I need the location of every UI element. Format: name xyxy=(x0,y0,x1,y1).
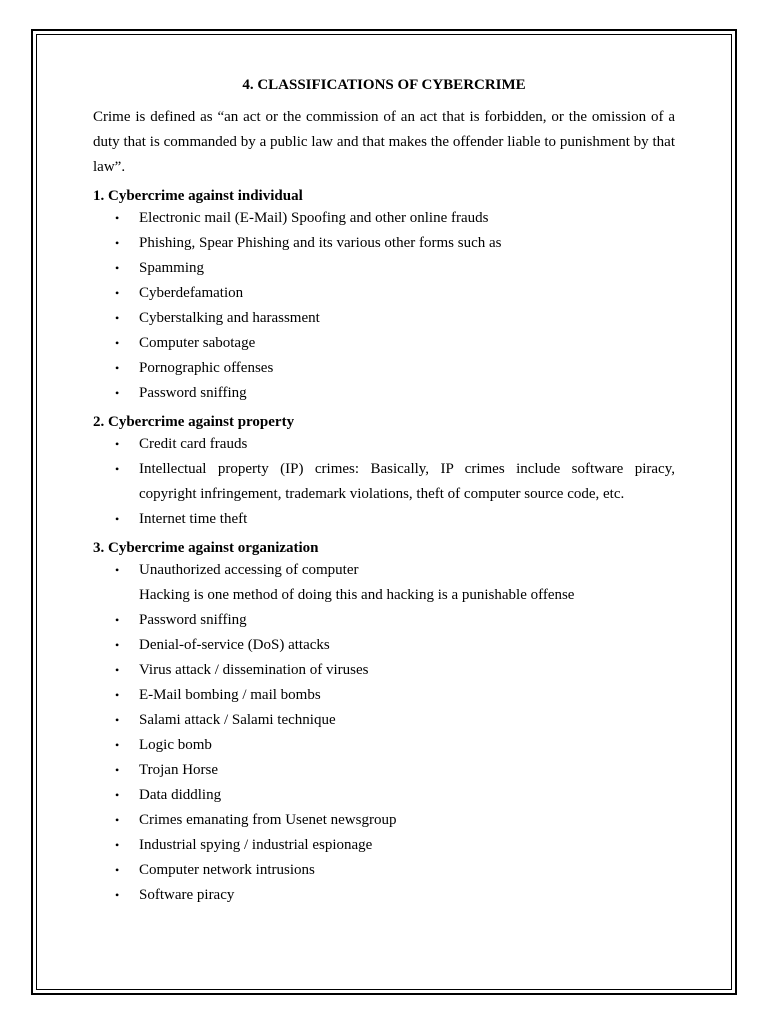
bullet-icon: • xyxy=(115,738,120,752)
bullet-icon: • xyxy=(115,261,120,275)
bullet-icon: • xyxy=(115,813,120,827)
bullet-icon: • xyxy=(115,638,120,652)
list-item: • Data diddling xyxy=(93,783,675,808)
list-item: • Virus attack / dissemination of viruses xyxy=(93,658,675,683)
bullet-icon: • xyxy=(115,386,120,400)
bullet-icon: • xyxy=(115,361,120,375)
list-item: • Pornographic offenses xyxy=(93,356,675,381)
list-item: • Intellectual property (IP) crimes: Basically, IP crimes include software piracy, copyright infringement, trademark violations, theft of computer source code, etc. xyxy=(93,457,675,507)
bullet-icon: • xyxy=(115,863,120,877)
bullet-icon: • xyxy=(115,763,120,777)
list-item: • Electronic mail (E-Mail) Spoofing and other online frauds xyxy=(93,206,675,231)
bullet-icon: • xyxy=(115,663,120,677)
list-item: • Industrial spying / industrial espionage xyxy=(93,833,675,858)
bullet-icon: • xyxy=(115,286,120,300)
list-item: • Unauthorized accessing of computer Hacking is one method of doing this and hacking is a punishable offense xyxy=(93,558,675,608)
list-item: • Internet time theft xyxy=(93,507,675,532)
bullet-icon: • xyxy=(115,563,120,577)
section-list-individual xyxy=(93,206,675,406)
list-item: • E-Mail bombing / mail bombs xyxy=(93,683,675,708)
list-item: • Cyberstalking and harassment xyxy=(93,306,675,331)
list-item: • Salami attack / Salami technique xyxy=(93,708,675,733)
list-item: • Phishing, Spear Phishing and its various other forms such as xyxy=(93,231,675,256)
bullet-icon: • xyxy=(115,211,120,225)
list-item: • Credit card frauds xyxy=(93,432,675,457)
list-item: • Cyberdefamation xyxy=(93,281,675,306)
list-item: • Spamming xyxy=(93,256,675,281)
bullet-icon: • xyxy=(115,462,120,476)
intro-paragraph: Crime is defined as “an act or the commission of an act that is forbidden, or the omission of a duty that is commanded by a public law and that makes the offender liable to punishment by that law”. xyxy=(93,109,675,175)
bullet-icon: • xyxy=(115,437,120,451)
list-item: • Computer sabotage xyxy=(93,331,675,356)
bullet-icon: • xyxy=(115,688,120,702)
bullet-icon: • xyxy=(115,788,120,802)
document-title: 4. CLASSIFICATIONS OF CYBERCRIME xyxy=(242,77,526,93)
section-heading-individual: 1. Cybercrime against individual xyxy=(93,188,303,204)
bullet-icon: • xyxy=(115,311,120,325)
bullet-icon: • xyxy=(115,336,120,350)
section-heading-organization: 3. Cybercrime against organization xyxy=(93,540,319,556)
document-body xyxy=(93,75,675,914)
list-item: • Software piracy xyxy=(93,883,675,908)
bullet-icon: • xyxy=(115,838,120,852)
bullet-icon: • xyxy=(115,613,120,627)
list-item: • Password sniffing xyxy=(93,608,675,633)
bullet-icon: • xyxy=(115,512,120,526)
bullet-icon: • xyxy=(115,888,120,902)
list-item: • Password sniffing xyxy=(93,381,675,406)
bullet-icon: • xyxy=(115,236,120,250)
list-item: • Computer network intrusions xyxy=(93,858,675,883)
section-heading-property: 2. Cybercrime against property xyxy=(93,414,295,430)
bullet-icon: • xyxy=(115,713,120,727)
list-item: • Crimes emanating from Usenet newsgroup xyxy=(93,808,675,833)
section-list-property xyxy=(93,432,675,532)
list-item: • Logic bomb xyxy=(93,733,675,758)
section-list-organization xyxy=(93,558,675,908)
list-item-note: Hacking is one method of doing this and hacking is a punishable offense xyxy=(139,587,575,603)
list-item: • Trojan Horse xyxy=(93,758,675,783)
list-item-continuation: copyright infringement, trademark violations, theft of computer source code, etc. xyxy=(139,486,625,502)
list-item: • Denial-of-service (DoS) attacks xyxy=(93,633,675,658)
